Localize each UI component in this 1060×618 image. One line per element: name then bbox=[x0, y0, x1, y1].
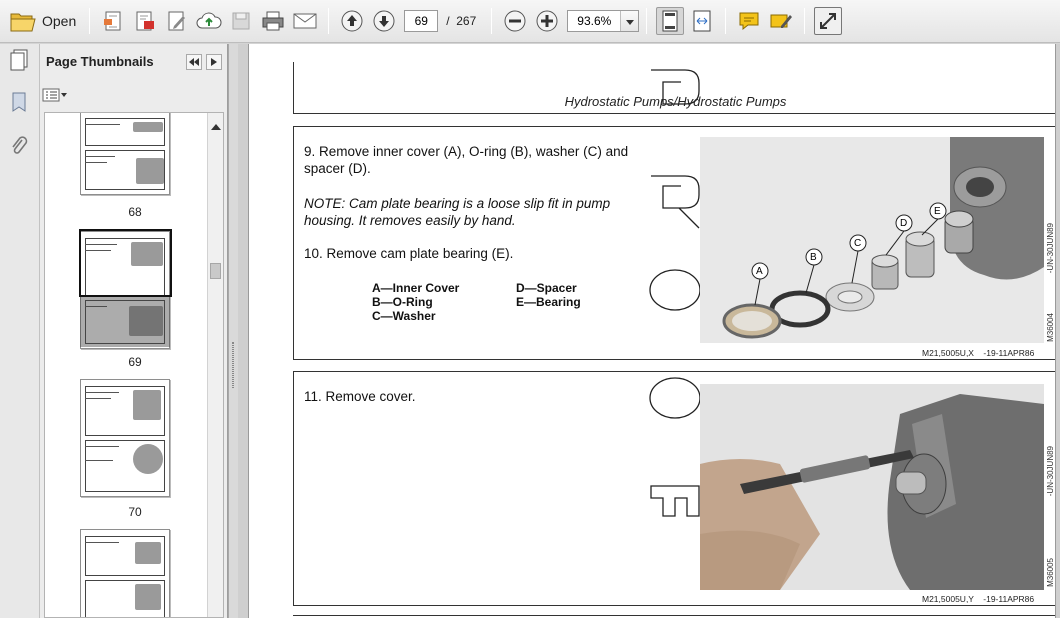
callout-b: B bbox=[810, 252, 817, 263]
procedure-section-1 bbox=[293, 126, 1056, 360]
comment-button[interactable] bbox=[735, 7, 763, 35]
convert-pdf-button[interactable] bbox=[131, 7, 159, 35]
splitter-grip[interactable] bbox=[232, 342, 234, 388]
arrow-up-icon bbox=[340, 9, 364, 33]
arrow-down-icon bbox=[372, 9, 396, 33]
thumbnails-title: Page Thumbnails bbox=[46, 54, 154, 69]
thumbnail-page-71[interactable] bbox=[80, 529, 170, 618]
fit-width-button[interactable] bbox=[688, 7, 716, 35]
toolbar-separator bbox=[804, 8, 805, 34]
open-label: Open bbox=[42, 13, 77, 29]
parts-illustration bbox=[700, 137, 1044, 343]
callout-d: D bbox=[900, 218, 908, 229]
panel-splitter[interactable] bbox=[228, 44, 238, 618]
next-page-button[interactable] bbox=[370, 7, 398, 35]
thumbnail-viewport-frame[interactable] bbox=[79, 229, 172, 297]
expand-icon bbox=[818, 11, 838, 31]
bookmarks-tab[interactable] bbox=[5, 90, 33, 118]
zoom-select[interactable] bbox=[567, 10, 639, 32]
thumb-image bbox=[133, 122, 163, 132]
options-list-icon bbox=[42, 88, 68, 107]
chevron-right-icon bbox=[211, 53, 217, 71]
thumb-line bbox=[85, 392, 119, 393]
page-thumbnails-tab[interactable] bbox=[5, 48, 33, 76]
thumb-image bbox=[135, 584, 161, 610]
figure-side-code: -UN-30JUN89 bbox=[1046, 446, 1055, 497]
note-text: Cam plate bearing is a loose slip fit in pump housing. It removes easily by hand. bbox=[304, 196, 611, 228]
fullscreen-button[interactable] bbox=[814, 7, 842, 35]
printer-icon bbox=[260, 10, 286, 32]
thumbnail-label-70: 70 bbox=[128, 505, 142, 519]
next-section-border bbox=[293, 615, 1056, 616]
figure-side-code-2: M36004 bbox=[1046, 313, 1055, 342]
legend-item: A—Inner Cover bbox=[372, 281, 460, 295]
chevron-down-icon bbox=[626, 12, 634, 30]
toolbar-separator bbox=[328, 8, 329, 34]
callout-c: C bbox=[854, 238, 862, 249]
attachments-tab[interactable] bbox=[5, 134, 33, 162]
plus-icon bbox=[535, 9, 559, 33]
thumbnails-panel bbox=[40, 44, 228, 618]
page-total: / 267 bbox=[446, 14, 477, 28]
navigation-rail bbox=[0, 44, 40, 618]
step-11-text: 11. Remove cover. bbox=[304, 389, 416, 404]
figure-side-code-2: M36005 bbox=[1046, 558, 1055, 587]
note-label: NOTE: bbox=[304, 196, 346, 211]
open-button[interactable] bbox=[6, 7, 80, 35]
highlight-button[interactable] bbox=[767, 7, 795, 35]
thumbnail-scrollbar[interactable] bbox=[207, 113, 223, 618]
previous-page-button[interactable] bbox=[338, 7, 366, 35]
page-number-input[interactable] bbox=[404, 10, 438, 32]
thumb-line bbox=[85, 156, 115, 157]
fit-width-icon bbox=[691, 9, 713, 33]
expand-panel-button[interactable] bbox=[206, 54, 222, 70]
cloud-upload-icon bbox=[196, 10, 222, 32]
thumbnail-shade bbox=[80, 297, 170, 347]
zoom-input[interactable] bbox=[568, 14, 620, 28]
create-pdf-icon bbox=[101, 9, 125, 33]
create-pdf-button[interactable] bbox=[99, 7, 127, 35]
page-header bbox=[293, 62, 1056, 114]
thumbnail-label-69: 69 bbox=[128, 355, 142, 369]
thumbnail-scroll-thumb[interactable] bbox=[210, 263, 221, 279]
cover-removal-photo bbox=[700, 384, 1044, 590]
envelope-icon bbox=[292, 11, 318, 31]
thumb-image bbox=[135, 542, 161, 564]
thumbnail-page-68[interactable] bbox=[80, 112, 170, 195]
fit-page-button[interactable] bbox=[656, 7, 684, 35]
toolbar-separator bbox=[89, 8, 90, 34]
figure-caption-1: M21,5005U,X -19-11APR86 bbox=[922, 348, 1035, 358]
thumbnail-label-68: 68 bbox=[128, 205, 142, 219]
callout-a: A bbox=[756, 266, 763, 277]
figure-side-code: -UN-30JUN89 bbox=[1046, 223, 1055, 274]
thumbnail-page-70[interactable] bbox=[80, 379, 170, 497]
thumb-image bbox=[136, 158, 164, 184]
disk-icon bbox=[230, 10, 252, 32]
collapse-panel-button[interactable] bbox=[186, 54, 202, 70]
thumb-line bbox=[85, 460, 113, 461]
legend-item: B—O-Ring bbox=[372, 295, 433, 309]
email-button[interactable] bbox=[291, 7, 319, 35]
procedure-section-2 bbox=[293, 371, 1056, 606]
callout-e: E bbox=[934, 206, 941, 217]
chevron-up-icon[interactable] bbox=[211, 117, 221, 135]
document-viewport[interactable] bbox=[238, 44, 1060, 618]
figure-caption-2: M21,5005U,Y -19-11APR86 bbox=[922, 594, 1035, 604]
legend-item: C—Washer bbox=[372, 309, 436, 323]
minus-icon bbox=[503, 9, 527, 33]
double-chevron-left-icon bbox=[189, 53, 199, 71]
paperclip-icon bbox=[9, 134, 29, 163]
toolbar bbox=[0, 0, 1060, 43]
legend-item: E—Bearing bbox=[516, 295, 581, 309]
legend-item: D—Spacer bbox=[516, 281, 577, 295]
thumb-line bbox=[85, 446, 119, 447]
thumb-line bbox=[85, 124, 120, 125]
legend-left bbox=[372, 281, 459, 323]
zoom-out-button[interactable] bbox=[501, 7, 529, 35]
speech-bubble-icon bbox=[737, 10, 761, 32]
folder-icon bbox=[10, 10, 36, 32]
pdf-document-icon bbox=[133, 9, 157, 33]
thumb-image bbox=[133, 444, 163, 474]
highlighter-icon bbox=[769, 10, 793, 32]
zoom-in-button[interactable] bbox=[533, 7, 561, 35]
page-header-title: Hydrostatic Pumps/Hydrostatic Pumps bbox=[564, 94, 787, 109]
step-10-text: 10. Remove cam plate bearing (E). bbox=[304, 246, 514, 261]
save-button[interactable] bbox=[227, 7, 255, 35]
bookmark-icon bbox=[9, 90, 29, 119]
cover-removal-illustration bbox=[700, 384, 1044, 590]
print-button[interactable] bbox=[259, 7, 287, 35]
legend-right bbox=[516, 281, 581, 309]
toolbar-separator bbox=[491, 8, 492, 34]
zoom-dropdown-button[interactable] bbox=[620, 11, 638, 31]
pencil-document-icon bbox=[165, 9, 189, 33]
thumb-line bbox=[85, 542, 119, 543]
parts-photo bbox=[700, 137, 1044, 343]
fit-page-icon bbox=[660, 9, 680, 33]
thumbnail-list bbox=[44, 112, 224, 618]
pages-icon bbox=[8, 48, 30, 77]
toolbar-separator bbox=[725, 8, 726, 34]
toolbar-separator bbox=[646, 8, 647, 34]
pdf-page bbox=[248, 44, 1056, 618]
thumb-line bbox=[85, 162, 107, 163]
thumb-line bbox=[85, 398, 111, 399]
thumb-image bbox=[133, 390, 161, 420]
step-9-text: 9. Remove inner cover (A), O-ring (B), washer (C) and spacer (D). bbox=[304, 144, 629, 176]
edit-pdf-button[interactable] bbox=[163, 7, 191, 35]
thumbnail-options-button[interactable] bbox=[42, 89, 70, 105]
note-block bbox=[304, 195, 664, 229]
upload-cloud-button[interactable] bbox=[195, 7, 223, 35]
